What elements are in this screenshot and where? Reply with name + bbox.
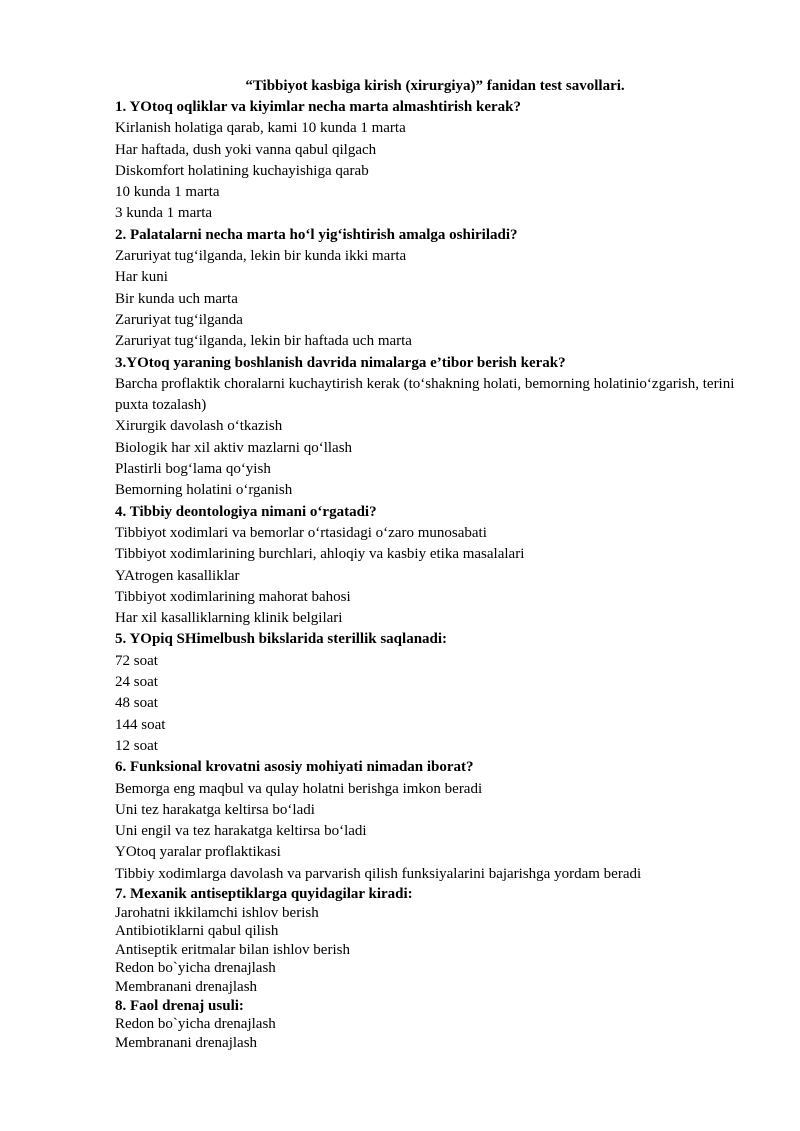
answer-option: Redon bo`yicha drenajlash [115,960,276,977]
answer-option: Antiseptik eritmalar bilan ishlov berish [115,941,350,958]
answer-option: 72 soat [115,652,158,669]
answer-option: Zaruriyat tug‘ilganda [115,311,243,328]
question-block-1 [115,97,755,225]
answer-option: Zaruriyat tug‘ilganda, lekin bir kunda ikki marta [115,248,407,265]
answer-option: 24 soat [115,674,158,691]
answer-option: Redon bo`yicha drenajlash [115,1016,276,1033]
answer-option: Membranani drenajlash [115,1034,258,1051]
answer-option: Har kuni [115,269,168,286]
question-text: 3.YOtoq yaraning boshlanish davrida nimalarga e’tibor berish kerak? [115,354,566,371]
answer-option: 48 soat [115,695,158,712]
question-block-4 [115,502,755,630]
question-text: 5. YOpiq SHimelbush bikslarida sterillik saqlanadi: [115,631,448,648]
answer-option: Kirlanish holatiga qarab, kami 10 kunda 1 marta [115,120,406,137]
answer-option: Bemorning holatini o‘rganish [115,482,293,499]
answer-option: Bir kunda uch marta [115,290,238,307]
answer-option: Tibbiy xodimlarga davolash va parvarish qilish funksiyalarini bajarishga yordam beradi [115,865,642,882]
question-block-6 [115,757,755,885]
answer-option: Har haftada, dush yoki vanna qabul qilgach [115,141,377,158]
question-text: 7. Mexanik antiseptiklarga quyidagilar kiradi: [115,885,413,902]
document-page [115,76,755,1052]
answer-option: Tibbiyot xodimlarining burchlari, ahloqiy va kasbiy etika masalalari [115,546,525,563]
answer-option: Diskomfort holatining kuchayishiga qarab [115,162,369,179]
question-block-7 [115,885,755,997]
answer-option: YAtrogen kasalliklar [115,567,240,584]
question-text: 6. Funksional krovatni asosiy mohiyati nimadan iborat? [115,759,474,776]
document-title: “Tibbiyot kasbiga kirish (xirurgiya)” fanidan test savollari. [245,78,625,94]
answer-option: Xirurgik davolash o‘tkazish [115,418,283,435]
answer-option: 144 soat [115,716,166,733]
answer-option: Biologik har xil aktiv mazlarni qo‘llash [115,439,353,456]
answer-option: Barcha proflaktik choralarni kuchaytirish kerak (to‘shakning holati, bemorning holatinio‘zgarish, terini puxta tozalash) [115,375,735,414]
question-text: 2. Palatalarni necha marta ho‘l yig‘ishtirish amalga oshiriladi? [115,226,518,243]
question-block-3 [115,353,755,502]
answer-option: 3 kunda 1 marta [115,205,213,222]
question-block-5 [115,629,755,757]
answer-option: Tibbiyot xodimlarining mahorat bahosi [115,588,351,605]
question-text: 4. Tibbiy deontologiya nimani o‘rgatadi? [115,503,377,520]
question-text: 8. Faol drenaj usuli: [115,997,244,1014]
question-block-2 [115,225,755,353]
answer-option: Uni tez harakatga keltirsa bo‘ladi [115,801,315,818]
answer-option: YOtoq yaralar proflaktikasi [115,844,281,861]
answer-option: Bemorga eng maqbul va qulay holatni berishga imkon beradi [115,780,483,797]
answer-option: Tibbiyot xodimlari va bemorlar o‘rtasidagi o‘zaro munosabati [115,524,487,541]
answer-option: Zaruriyat tug‘ilganda, lekin bir haftada uch marta [115,333,412,350]
answer-option: 10 kunda 1 marta [115,184,220,201]
answer-option: Har xil kasalliklarning klinik belgilari [115,610,343,627]
question-block-8 [115,997,755,1053]
answer-option: Membranani drenajlash [115,978,258,995]
answer-option: Antibiotiklarni qabul qilish [115,923,279,940]
answer-option: Uni engil va tez harakatga keltirsa bo‘ladi [115,823,367,840]
answer-option: 12 soat [115,737,158,754]
answer-option: Jarohatni ikkilamchi ishlov berish [115,904,319,921]
answer-option: Plastirli bog‘lama qo‘yish [115,461,271,478]
question-text: 1. YOtoq oqliklar va kiyimlar necha marta almashtirish kerak? [115,99,521,115]
